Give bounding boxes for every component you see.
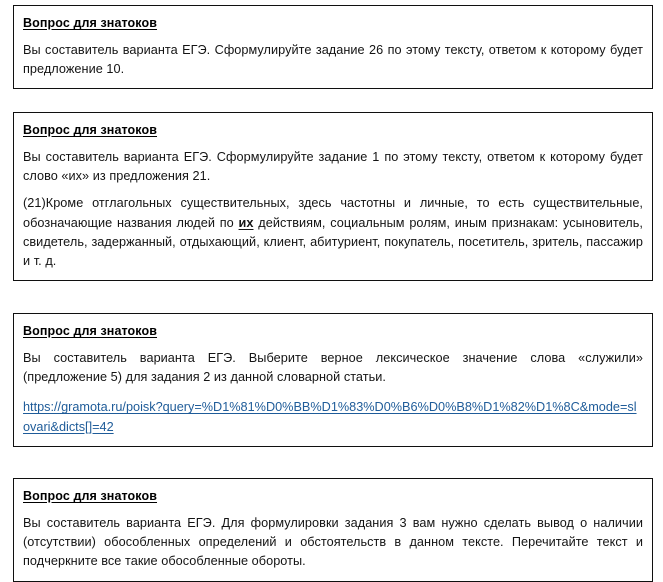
question-card-3-title: Вопрос для знатоков xyxy=(23,324,158,338)
question-card-4-paragraph: Вы составитель варианта ЕГЭ. Для формулировки задания 3 вам нужно сделать вывод о наличии (отсутствии) обособленных определений и обстоятельств в данном тексте. Перечитайте текст и подчеркните все такие обособленные обороты. xyxy=(23,515,643,569)
quote-emphasis-word: их xyxy=(238,215,254,230)
quote-text-after: действиям, социальным ролям, иным признакам: усыновитель, свидетель, задержанный, отдыхающий, клиент, абитуриент, покупатель, посетитель, зритель, пассажир и т. д. xyxy=(23,215,643,269)
question-card-3 xyxy=(13,313,653,447)
question-card-1 xyxy=(13,5,653,89)
question-card-2-quote xyxy=(23,194,643,271)
question-card-1-title: Вопрос для знатоков xyxy=(23,16,158,30)
gramota-dictionary-link[interactable]: https://gramota.ru/poisk?query=%D1%81%D0%BB%D1%83%D0%B6%D0%B8%D1%82%D1%8C&mode=slovari&dicts[]=42 xyxy=(23,400,637,434)
question-card-3-paragraph: Вы составитель варианта ЕГЭ. Выберите верное лексическое значение слова «служили» (предложение 5) для задания 2 из данной словарной статьи. xyxy=(23,350,643,384)
question-card-2 xyxy=(13,112,653,281)
question-card-1-paragraph: Вы составитель варианта ЕГЭ. Сформулируйте задание 26 по этому тексту, ответом к которому будет предложение 10. xyxy=(23,42,643,76)
quote-text-before: (21)Кроме отглагольных существительных, здесь частотны и личные, то есть существительные, обозначающие названия людей по xyxy=(23,196,643,230)
question-card-2-title: Вопрос для знатоков xyxy=(23,123,158,137)
question-card-4 xyxy=(13,478,653,582)
question-card-4-title: Вопрос для знатоков xyxy=(23,489,158,503)
question-card-2-paragraph: Вы составитель варианта ЕГЭ. Сформулируйте задание 1 по этому тексту, ответом к которому будет слово «их» из предложения 21. xyxy=(23,149,643,183)
